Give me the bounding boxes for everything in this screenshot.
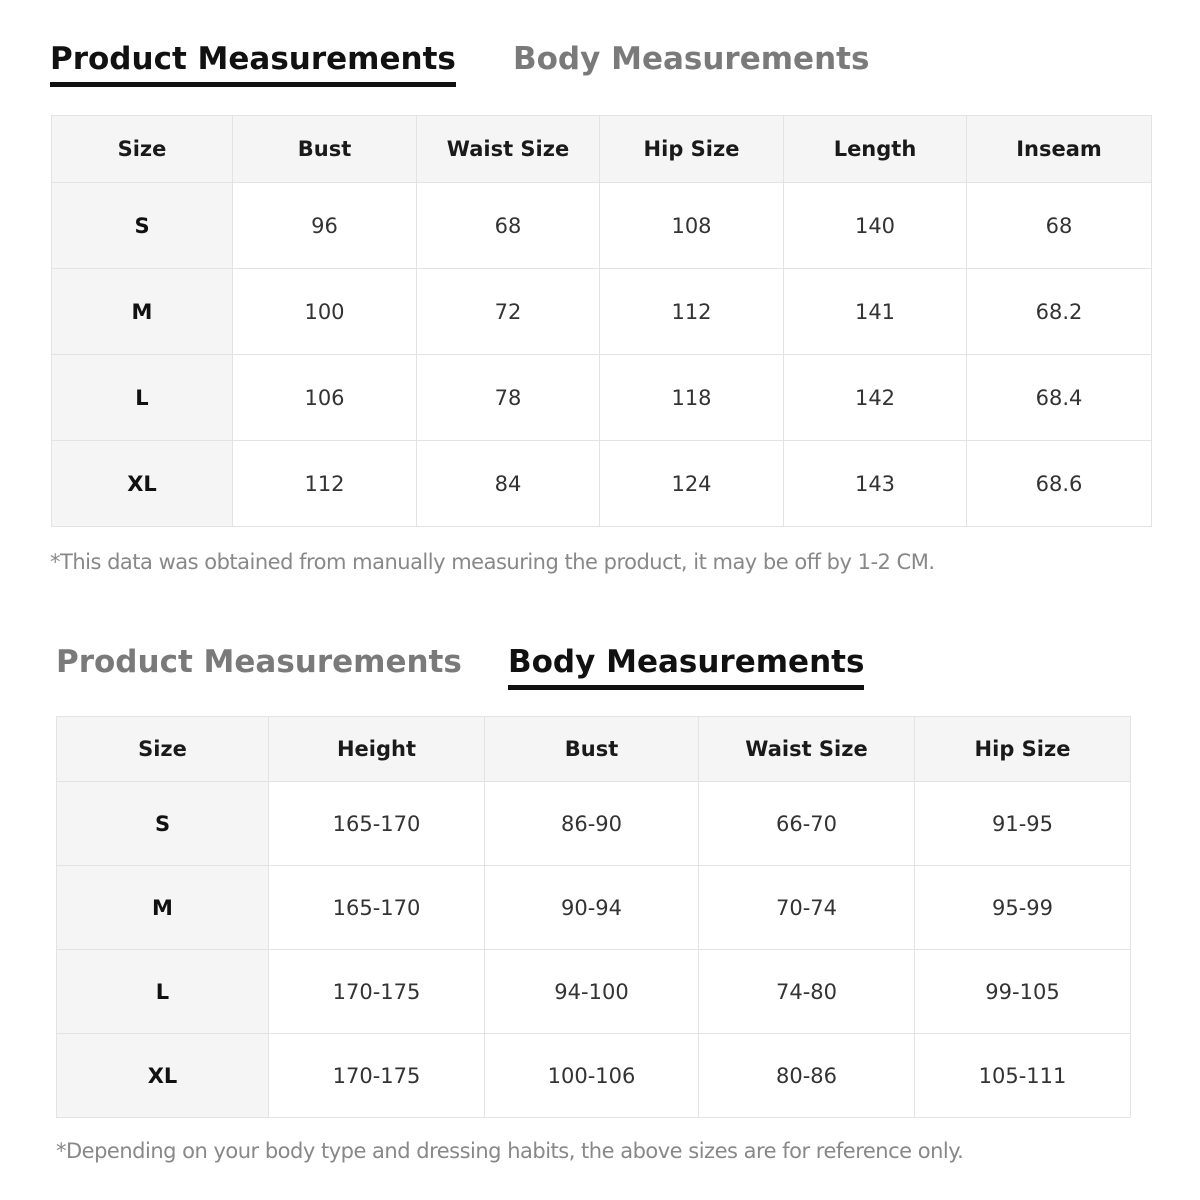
column-header: Waist Size xyxy=(699,717,915,782)
column-header: Size xyxy=(52,116,233,183)
table-row xyxy=(52,355,1152,441)
body-measurements-table xyxy=(56,716,1131,1118)
table-cell: 112 xyxy=(600,269,784,355)
tab-bar xyxy=(0,40,1200,100)
table-cell: 140 xyxy=(784,183,967,269)
size-cell: M xyxy=(52,269,233,355)
table-cell: 141 xyxy=(784,269,967,355)
table-cell: 108 xyxy=(600,183,784,269)
table-header-row xyxy=(52,116,1152,183)
product-measurements-section xyxy=(0,40,1200,600)
table-row xyxy=(52,183,1152,269)
table-row xyxy=(52,269,1152,355)
table-cell: 106 xyxy=(233,355,417,441)
table-cell: 100-106 xyxy=(485,1034,699,1118)
tab-label: Product Measurements xyxy=(56,644,462,680)
table-cell: 70-74 xyxy=(699,866,915,950)
table-cell: 142 xyxy=(784,355,967,441)
size-cell: L xyxy=(52,355,233,441)
column-header: Hip Size xyxy=(915,717,1131,782)
column-header: Hip Size xyxy=(600,116,784,183)
table-cell: 143 xyxy=(784,441,967,527)
table-row xyxy=(57,950,1131,1034)
table-cell: 86-90 xyxy=(485,782,699,866)
measurement-note: *This data was obtained from manually measuring the product, it may be off by 1-2 CM. xyxy=(50,550,935,574)
table-row xyxy=(57,1034,1131,1118)
table-cell: 99-105 xyxy=(915,950,1131,1034)
size-cell: S xyxy=(57,782,269,866)
table-cell: 170-175 xyxy=(269,1034,485,1118)
table-cell: 95-99 xyxy=(915,866,1131,950)
table-cell: 105-111 xyxy=(915,1034,1131,1118)
column-header: Waist Size xyxy=(417,116,600,183)
table-cell: 96 xyxy=(233,183,417,269)
tab-label: Body Measurements xyxy=(513,41,870,77)
column-header: Inseam xyxy=(967,116,1152,183)
table-cell: 91-95 xyxy=(915,782,1131,866)
table-cell: 118 xyxy=(600,355,784,441)
product-measurements-table xyxy=(51,115,1152,527)
table-cell: 80-86 xyxy=(699,1034,915,1118)
table-cell: 100 xyxy=(233,269,417,355)
size-cell: XL xyxy=(57,1034,269,1118)
table-header-row xyxy=(57,717,1131,782)
tab-product-measurements[interactable] xyxy=(56,643,462,681)
column-header: Length xyxy=(784,116,967,183)
table-row xyxy=(57,866,1131,950)
active-tab-underline xyxy=(50,82,456,87)
table-cell: 78 xyxy=(417,355,600,441)
size-cell: S xyxy=(52,183,233,269)
tab-product-measurements[interactable] xyxy=(50,40,456,78)
tab-body-measurements[interactable] xyxy=(513,40,869,78)
column-header: Size xyxy=(57,717,269,782)
table-cell: 66-70 xyxy=(699,782,915,866)
tab-label: Product Measurements xyxy=(50,41,456,77)
table-row xyxy=(57,782,1131,866)
column-header: Bust xyxy=(485,717,699,782)
size-cell: M xyxy=(57,866,269,950)
table-cell: 165-170 xyxy=(269,866,485,950)
table-cell: 165-170 xyxy=(269,782,485,866)
body-measurements-section xyxy=(0,643,1200,1183)
tab-label: Body Measurements xyxy=(508,644,865,680)
table-cell: 68 xyxy=(417,183,600,269)
table-cell: 68.4 xyxy=(967,355,1152,441)
size-cell: L xyxy=(57,950,269,1034)
table-cell: 72 xyxy=(417,269,600,355)
table-cell: 90-94 xyxy=(485,866,699,950)
column-header: Height xyxy=(269,717,485,782)
table-cell: 68 xyxy=(967,183,1152,269)
table-cell: 170-175 xyxy=(269,950,485,1034)
tab-body-measurements[interactable] xyxy=(508,643,864,681)
table-cell: 94-100 xyxy=(485,950,699,1034)
tab-bar xyxy=(0,643,1200,703)
size-cell: XL xyxy=(52,441,233,527)
table-cell: 112 xyxy=(233,441,417,527)
table-cell: 74-80 xyxy=(699,950,915,1034)
table-cell: 84 xyxy=(417,441,600,527)
active-tab-underline xyxy=(508,685,864,690)
table-cell: 68.6 xyxy=(967,441,1152,527)
column-header: Bust xyxy=(233,116,417,183)
table-cell: 124 xyxy=(600,441,784,527)
table-row xyxy=(52,441,1152,527)
table-cell: 68.2 xyxy=(967,269,1152,355)
reference-note: *Depending on your body type and dressing habits, the above sizes are for reference only. xyxy=(56,1139,964,1163)
